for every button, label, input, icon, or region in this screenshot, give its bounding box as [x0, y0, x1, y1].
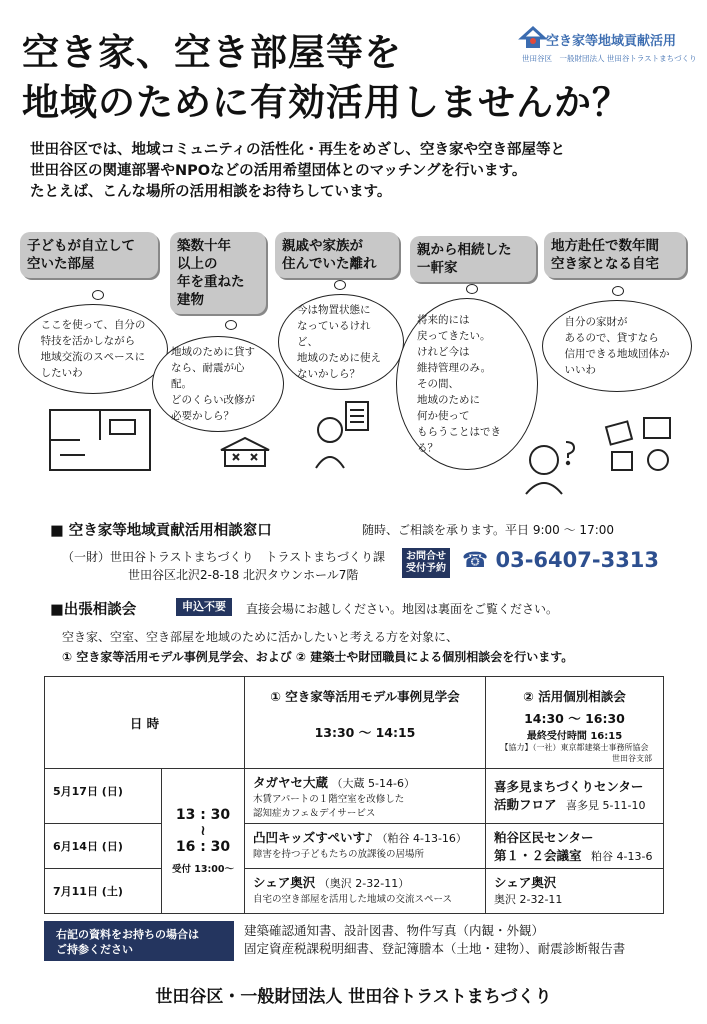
thought-line: 戻ってきたい。 [417, 330, 491, 342]
thought-bubble-5 [542, 300, 692, 392]
phone-number-text: 03-6407-3313 [495, 548, 660, 572]
thought-line: 地域のために使え [297, 352, 381, 364]
venue-desc: 障害を持つ子どもたちの放課後の居場所 [253, 849, 425, 860]
time-end: 16 : 30 [175, 839, 231, 855]
documents-label-text: ご持参ください [56, 943, 133, 956]
phone-icon: ☎ [462, 548, 489, 572]
page-title-line2: 地域のために有効活用しませんか？ [22, 81, 630, 124]
consult-room: 第１・２会議室 [494, 848, 582, 863]
case-label-text: 住んでいた離れ [282, 256, 377, 272]
old-house-illustration [215, 436, 275, 470]
date-header: 日 時 [45, 677, 245, 769]
consult-cell [486, 824, 664, 869]
thought-line: いいわ [564, 364, 596, 376]
thought-line: 将来的には [417, 314, 470, 326]
intro-line: たとえば、こんな場所の活用相談をお待ちしています。 [30, 184, 392, 200]
thought-line: 何か使って [417, 410, 470, 422]
case-label-5 [544, 232, 686, 278]
person-storage-illustration [310, 396, 390, 476]
thought-line: 地域のために [417, 394, 480, 406]
thought-bubble-1 [18, 304, 168, 394]
thought-line: 必要かしら？ [171, 410, 234, 422]
phone-number[interactable] [462, 548, 659, 572]
time-start: 13 : 30 [175, 807, 231, 823]
documents-line: 建築確認通知書、設計図書、物件写真（内観・外観） [244, 923, 545, 938]
row-date: 7月11日 (土) [45, 869, 162, 914]
case-label-1 [20, 232, 158, 278]
venue-desc: 自宅の空き部屋を活用した地域の交流スペース [253, 894, 453, 905]
thought-line: 地域のために貸す [171, 346, 255, 358]
outreach-desc-2: ① 空き家等活用モデル事例見学会、および ② 建築士や財団職員による個別相談会を行います。 [62, 650, 574, 664]
thought-line: なら、耐震が心配。 [171, 362, 245, 390]
window-heading: ■ 空き家等地域貢献活用相談窓口 [50, 523, 272, 539]
footer-organizations: 世田谷区・一般財団法人 世田谷トラストまちづくり [155, 987, 552, 1007]
outreach-desc-1: 空き家、空室、空き部屋を地域のために活かしたいと考える方を対象に、 [62, 630, 459, 644]
venue-name: 凸凹キッズすぺいす♪ [253, 830, 373, 845]
case-label-text: 親から相続した [417, 242, 512, 258]
case-label-text: 一軒家 [417, 260, 458, 276]
time-separator: ≀ [200, 823, 206, 839]
case-label-text: 親戚や家族が [282, 238, 363, 254]
row-date: 5月17日 (日) [45, 769, 162, 824]
no-registration-badge: 申込不要 [176, 598, 232, 616]
reception-time: 受付 13:00～ [171, 864, 235, 875]
table-row [45, 869, 664, 914]
case-label-3 [275, 232, 399, 278]
consult-room: 活動フロア [494, 797, 557, 812]
thought-bubble-3 [278, 294, 404, 390]
thought-line: ないかしら？ [297, 368, 360, 380]
thought-line: その間、 [417, 378, 459, 390]
thought-bubble-4 [396, 298, 538, 470]
thought-line: なっているけれど、 [297, 320, 371, 348]
documents-label-text: 右記の資料をお持ちの場合は [56, 928, 199, 941]
case-label-text: 空き家となる自宅 [551, 256, 659, 272]
room-floorplan-illustration [40, 400, 160, 480]
thought-bubble-2 [152, 336, 284, 432]
consult-venue: シェア奥沢 [494, 875, 557, 890]
table-row [45, 824, 664, 869]
thought-line: 信用できる地域団体か [564, 348, 670, 360]
thought-dot [466, 284, 478, 294]
window-organization: （一財）世田谷トラストまちづくり トラストまちづくり課 [62, 550, 386, 564]
col2-last-reception: 最終受付時間 16:15 [526, 731, 623, 742]
thought-line: 維持管理のみ。 [417, 362, 492, 374]
venue-cell [245, 824, 486, 869]
venue-name: シェア奥沢 [253, 875, 316, 890]
consult-venue: 喜多見まちづくりセンター [494, 779, 644, 794]
venue-cell [245, 769, 486, 824]
window-hours: 随時、ご相談を承ります。平日 9:00 ～ 17:00 [362, 523, 615, 537]
inquiry-badge [402, 548, 450, 578]
house-logo-icon [520, 26, 546, 50]
case-label-text: 年を重ねた [177, 274, 245, 290]
case-label-text: 以上の [177, 256, 218, 272]
consult-cell [486, 769, 664, 824]
venue-cell [245, 869, 486, 914]
thought-line: 今は物置状態に [297, 304, 371, 316]
thought-line: 特技を活かしながら [40, 335, 136, 347]
consult-cell [486, 869, 664, 914]
outreach-note: 直接会場にお越しください。地図は裏面をご覧ください。 [246, 602, 559, 616]
col2-header [486, 677, 664, 769]
thought-dot [334, 280, 346, 290]
time-range-cell [162, 769, 245, 914]
case-label-text: 地方赴任で数年間 [551, 238, 659, 254]
person-thinking-illustration [520, 436, 580, 496]
col1-header [245, 677, 486, 769]
outreach-heading: ■出張相談会 [50, 602, 137, 618]
documents-list [244, 922, 625, 958]
case-label-text: 築数十年 [177, 238, 231, 254]
venue-name: タガヤセ大蔵 [253, 775, 329, 790]
case-label-text: 空いた部屋 [27, 256, 95, 272]
badge-text: お問合せ [406, 551, 446, 562]
thought-dot [225, 320, 237, 330]
thought-line: あるので、貸すなら [564, 332, 659, 344]
consult-address: 奥沢 2-32-11 [494, 893, 563, 906]
thought-line: もらうことはできる？ [417, 426, 501, 454]
venue-desc: 木賃アパートの１階空室を改修した [253, 794, 405, 805]
logo-subtitle: 世田谷区 一般財団法人 世田谷トラストまちづくり [522, 54, 697, 63]
thought-line: 地域交流のスペースに [40, 351, 146, 363]
consult-address: 喜多見 5-11-10 [566, 799, 646, 812]
venue-address: （粕谷 4-13-16） [376, 832, 467, 845]
badge-text: 受付予約 [406, 563, 446, 574]
case-label-2 [170, 232, 266, 314]
documents-line: 固定資産税課税明細書、登記簿謄本（土地・建物）、耐震診断報告書 [244, 941, 626, 956]
case-label-text: 子どもが自立して [27, 238, 135, 254]
thought-line: どのくらい改修が [171, 394, 255, 406]
col2-cooperation-branch: 世田谷支部 [612, 754, 652, 763]
thought-dot [612, 286, 624, 296]
venue-desc: 認知症カフェ＆デイサービス [253, 808, 376, 819]
schedule-table [44, 676, 664, 914]
window-address: 世田谷区北沢2-8-18 北沢タウンホール7階 [128, 568, 359, 582]
col2-title: ② 活用個別相談会 [523, 689, 626, 704]
thought-line: けれど今は [417, 346, 470, 358]
logo-title: 空き家等地域貢献活用 [546, 34, 677, 49]
documents-label [44, 921, 234, 961]
consult-address: 粕谷 4-13-6 [591, 850, 653, 863]
col2-cooperation: 【協力】（一社）東京都建築士事務所協会 [500, 743, 649, 752]
intro-line: 世田谷区の関連部署やNPOなどの活用希望団体とのマッチングを行います。 [30, 163, 527, 179]
thought-dot [92, 290, 104, 300]
case-label-4 [410, 236, 536, 282]
thought-line: ここを使って、自分の [40, 319, 146, 331]
intro-text [30, 140, 690, 203]
venue-address: （大蔵 5-14-6） [331, 777, 415, 790]
thought-line: したいわ [40, 367, 83, 379]
household-goods-illustration [600, 410, 680, 480]
col1-time: 13:30 ～ 14:15 [314, 725, 416, 740]
venue-address: （奥沢 2-32-11） [318, 877, 410, 890]
consult-venue: 粕谷区民センター [494, 830, 594, 845]
intro-line: 世田谷区では、地域コミュニティの活性化・再生をめざし、空き家や空き部屋等と [30, 142, 566, 158]
case-label-text: 建物 [177, 292, 204, 308]
row-date: 6月14日 (日) [45, 824, 162, 869]
page-title-line1: 空き家、空き部屋等を [22, 31, 402, 74]
table-row [45, 769, 664, 824]
thought-line: 自分の家財が [564, 316, 628, 328]
col1-title: ① 空き家等活用モデル事例見学会 [270, 689, 460, 704]
col2-time: 14:30 ～ 16:30 [524, 711, 625, 726]
